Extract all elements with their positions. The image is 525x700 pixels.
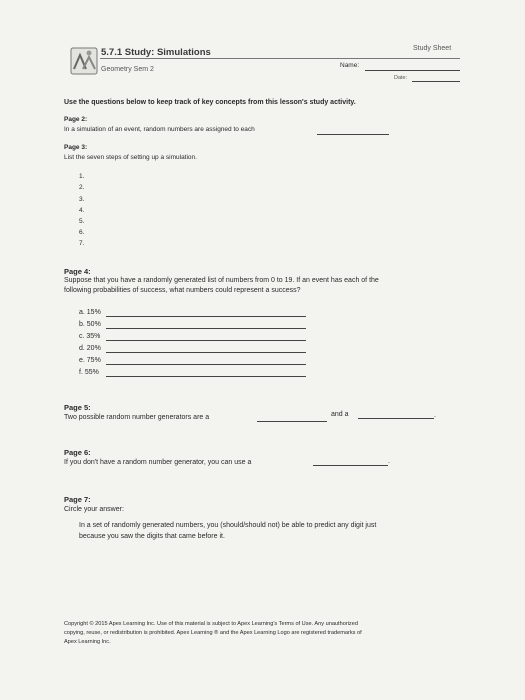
apex-logo-icon [70,47,98,75]
name-label: Name: [340,62,360,69]
probability-item: c. 35% [79,333,101,340]
page4-text-line1: Suppose that you have a randomly generated list of numbers from 0 to 19. If an event has each of the [64,277,379,284]
date-label: Date: [394,75,408,81]
page2-blank[interactable] [317,134,389,135]
name-blank[interactable] [365,70,460,71]
page2-heading: Page 2: [64,116,88,123]
page6-text: If you don't have a random number generator, you can use a [64,459,252,466]
probability-item: a. 15% [79,309,101,316]
header-rule [100,58,460,59]
step-item: 1. [79,173,85,180]
page7-heading: Page 7: [64,495,91,504]
page5-and: and a [331,411,349,418]
probability-blank[interactable] [106,376,306,377]
page4-heading: Page 4: [64,267,91,276]
step-item: 5. [79,218,85,225]
generator-blank-2[interactable] [358,418,434,419]
page6-heading: Page 6: [64,448,91,457]
page-title: 5.7.1 Study: Simulations [101,47,211,58]
probability-blank[interactable] [106,340,306,341]
page4-text-line2: following probabilities of success, what numbers could represent a success? [64,287,301,294]
step-item: 3. [79,196,85,203]
step-item: 6. [79,229,85,236]
page7-statement-line1[interactable]: In a set of randomly generated numbers, you (should/should not) be able to predict any digit just [79,522,377,529]
step-item: 2. [79,184,85,191]
probability-item: b. 50% [79,321,101,328]
probability-item: e. 75% [79,357,101,364]
page2-text: In a simulation of an event, random numbers are assigned to each [64,126,255,133]
probability-item: d. 20% [79,345,101,352]
step-item: 7. [79,240,85,247]
probability-blank[interactable] [106,364,306,365]
doc-type-label: Study Sheet [413,45,452,52]
page5-text: Two possible random number generators are a [64,414,210,421]
page7-statement-line2: because you saw the digits that came before it. [79,533,225,540]
intro-text: Use the questions below to keep track of key concepts from this lesson's study activity. [64,99,356,106]
probability-blank[interactable] [106,328,306,329]
probability-item: f. 55% [79,369,99,376]
page5-period: . [434,412,436,419]
step-item: 4. [79,207,85,214]
copyright-line3: Apex Learning Inc. [64,639,111,645]
copyright-line1: Copyright © 2015 Apex Learning Inc. Use of this material is subject to Apex Learning's Terms of Use. Any unauthorized [64,621,358,627]
copyright-line2: copying, reuse, or redistribution is prohibited. Apex Learning ® and the Apex Learning Logo are registered trademarks of [64,630,362,636]
page3-text: List the seven steps of setting up a simulation. [64,154,197,161]
date-blank[interactable] [412,81,460,82]
page6-period: . [388,458,390,465]
probability-blank[interactable] [106,352,306,353]
page5-heading: Page 5: [64,403,91,412]
course-name: Geometry Sem 2 [101,66,154,73]
probability-blank[interactable] [106,316,306,317]
generator-blank-1[interactable] [257,421,327,422]
page7-instruction: Circle your answer: [64,506,124,513]
page3-heading: Page 3: [64,144,88,151]
page6-blank[interactable] [313,465,388,466]
